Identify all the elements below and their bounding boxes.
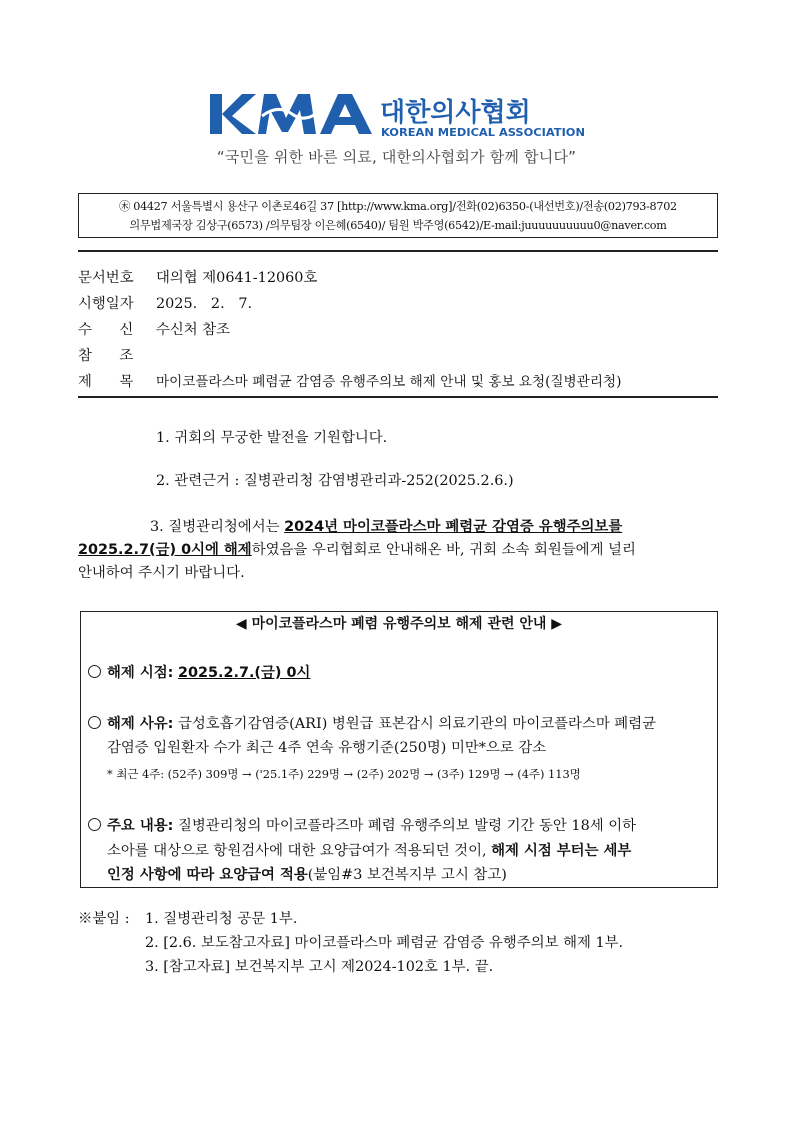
notice-title: ◀ 마이코플라스마 폐렴 유행주의보 해제 관련 안내 ▶ (235, 616, 563, 632)
bullet-circle-icon (88, 665, 101, 678)
meta-divider (78, 396, 718, 398)
content-text-2-plain: 소아를 대상으로 항원검사에 대한 요양급여가 적용되던 것이, (107, 843, 492, 859)
date-label: 시행일자 (78, 296, 134, 312)
content-text-2-bold: 해제 시점 부터는 세부 (491, 843, 632, 859)
doc-number-label: 문서번호 (78, 270, 134, 286)
doc-number-row (78, 268, 317, 288)
paragraph-2: 2. 관련근거 : 질병관리청 감염병관리과-252(2025.2.6.) (156, 473, 514, 489)
paragraph-3-line-3: 안내하여 주시기 바랍니다. (78, 565, 245, 581)
paragraph-1: 1. 귀회의 무궁한 발전을 기원합니다. (156, 430, 388, 446)
header-divider (78, 250, 718, 252)
reason-footnote: * 최근 4주: (52주) 309명 → ('25.1주) 229명 → (2주) 202명 → (3주) 129명 → (4주) 113명 (107, 767, 581, 781)
address-box (78, 193, 718, 238)
recipient: 수신처 참조 (156, 322, 231, 338)
p3-rest: 하였음을 우리협회로 안내해온 바, 귀회 소속 회원들에게 널리 (251, 542, 636, 558)
recipient-row (78, 320, 230, 340)
org-name-ko: 대한의사협회 (380, 98, 531, 128)
p3-highlight-2: 2025.2.7(금) 0시에 해제 (78, 542, 252, 558)
subject: 마이코플라스마 폐렴균 감염증 유행주의보 해제 안내 및 홍보 요청(질병관리청) (156, 374, 622, 390)
date-row (78, 294, 252, 314)
content-text-2 (107, 840, 631, 863)
address-line-2: 의무법제국장 김상구(6573) /의무팀장 이은혜(6540)/ 팀원 박주영(6542)/E-mail:juuuuuuuuuu0@naver.com (129, 219, 667, 232)
kma-logo (208, 92, 588, 140)
attachment-item: 2. [2.6. 보도참고자료] 마이코플라스마 폐렴균 감염증 유행주의보 해제 1부. (145, 935, 624, 951)
reason-label: 해제 사유: (107, 716, 174, 732)
doc-number: 대의협 제0641-12060호 (156, 270, 318, 286)
reference-row (78, 346, 156, 366)
recipient-label: 수 신 (78, 322, 134, 338)
notice-item-content (88, 815, 636, 838)
reason-text-2: 감염증 입원환자 수가 최근 4주 연속 유행기준(250명) 미만*으로 감소 (107, 740, 547, 756)
slogan: “국민을 위한 바른 의료, 대한의사협회가 함께 합니다” (216, 148, 577, 166)
content-text-1: 질병관리청의 마이코플라즈마 폐렴 유행주의보 발령 기간 동안 18세 이하 (177, 818, 637, 834)
issue-date: 2025. 2. 7. (156, 296, 253, 312)
subject-row (78, 372, 621, 392)
content-label: 주요 내용: (107, 818, 174, 834)
reason-text-1: 급성호흡기감염증(ARI) 병원급 표본감시 의료기관의 마이코플라스마 폐렴균 (177, 716, 657, 732)
bullet-circle-icon (88, 716, 101, 729)
subject-label: 제 목 (78, 374, 134, 390)
reference-label: 참 조 (78, 348, 134, 364)
content-text-3 (107, 864, 507, 887)
attachments-label: ※붙임 : (78, 911, 130, 927)
content-text-3-bold: 인정 사항에 따라 요양급여 적용 (107, 867, 308, 883)
release-time-value: 2025.2.7.(금) 0시 (177, 665, 311, 681)
p3-start: 3. 질병관리청에서는 (150, 519, 285, 535)
paragraph-3-line-1 (150, 516, 622, 539)
org-name-en: KOREAN MEDICAL ASSOCIATION (381, 126, 585, 139)
bullet-circle-icon (88, 818, 101, 831)
attachment-item: 3. [참고자료] 보건복지부 고시 제2024-102호 1부. 끝. (145, 959, 494, 975)
notice-item-reason (88, 713, 656, 736)
attachment-item: 1. 질병관리청 공문 1부. (145, 911, 298, 927)
content-text-3-plain: (붙임#3 보건복지부 고시 참고) (307, 867, 507, 883)
notice-item-release-time (88, 662, 310, 685)
p3-highlight-1: 2024년 마이코플라스마 폐렴균 감염증 유행주의보를 (284, 519, 623, 535)
address-line-1: ㊍ 04427 서울특별시 용산구 이촌로46길 37 [http://www.kma.org]/전화(02)6350-(내선번호)/전송(02)793-8702 (119, 200, 677, 213)
release-time-label: 해제 시점: (107, 665, 174, 681)
paragraph-3-line-2 (78, 539, 636, 562)
